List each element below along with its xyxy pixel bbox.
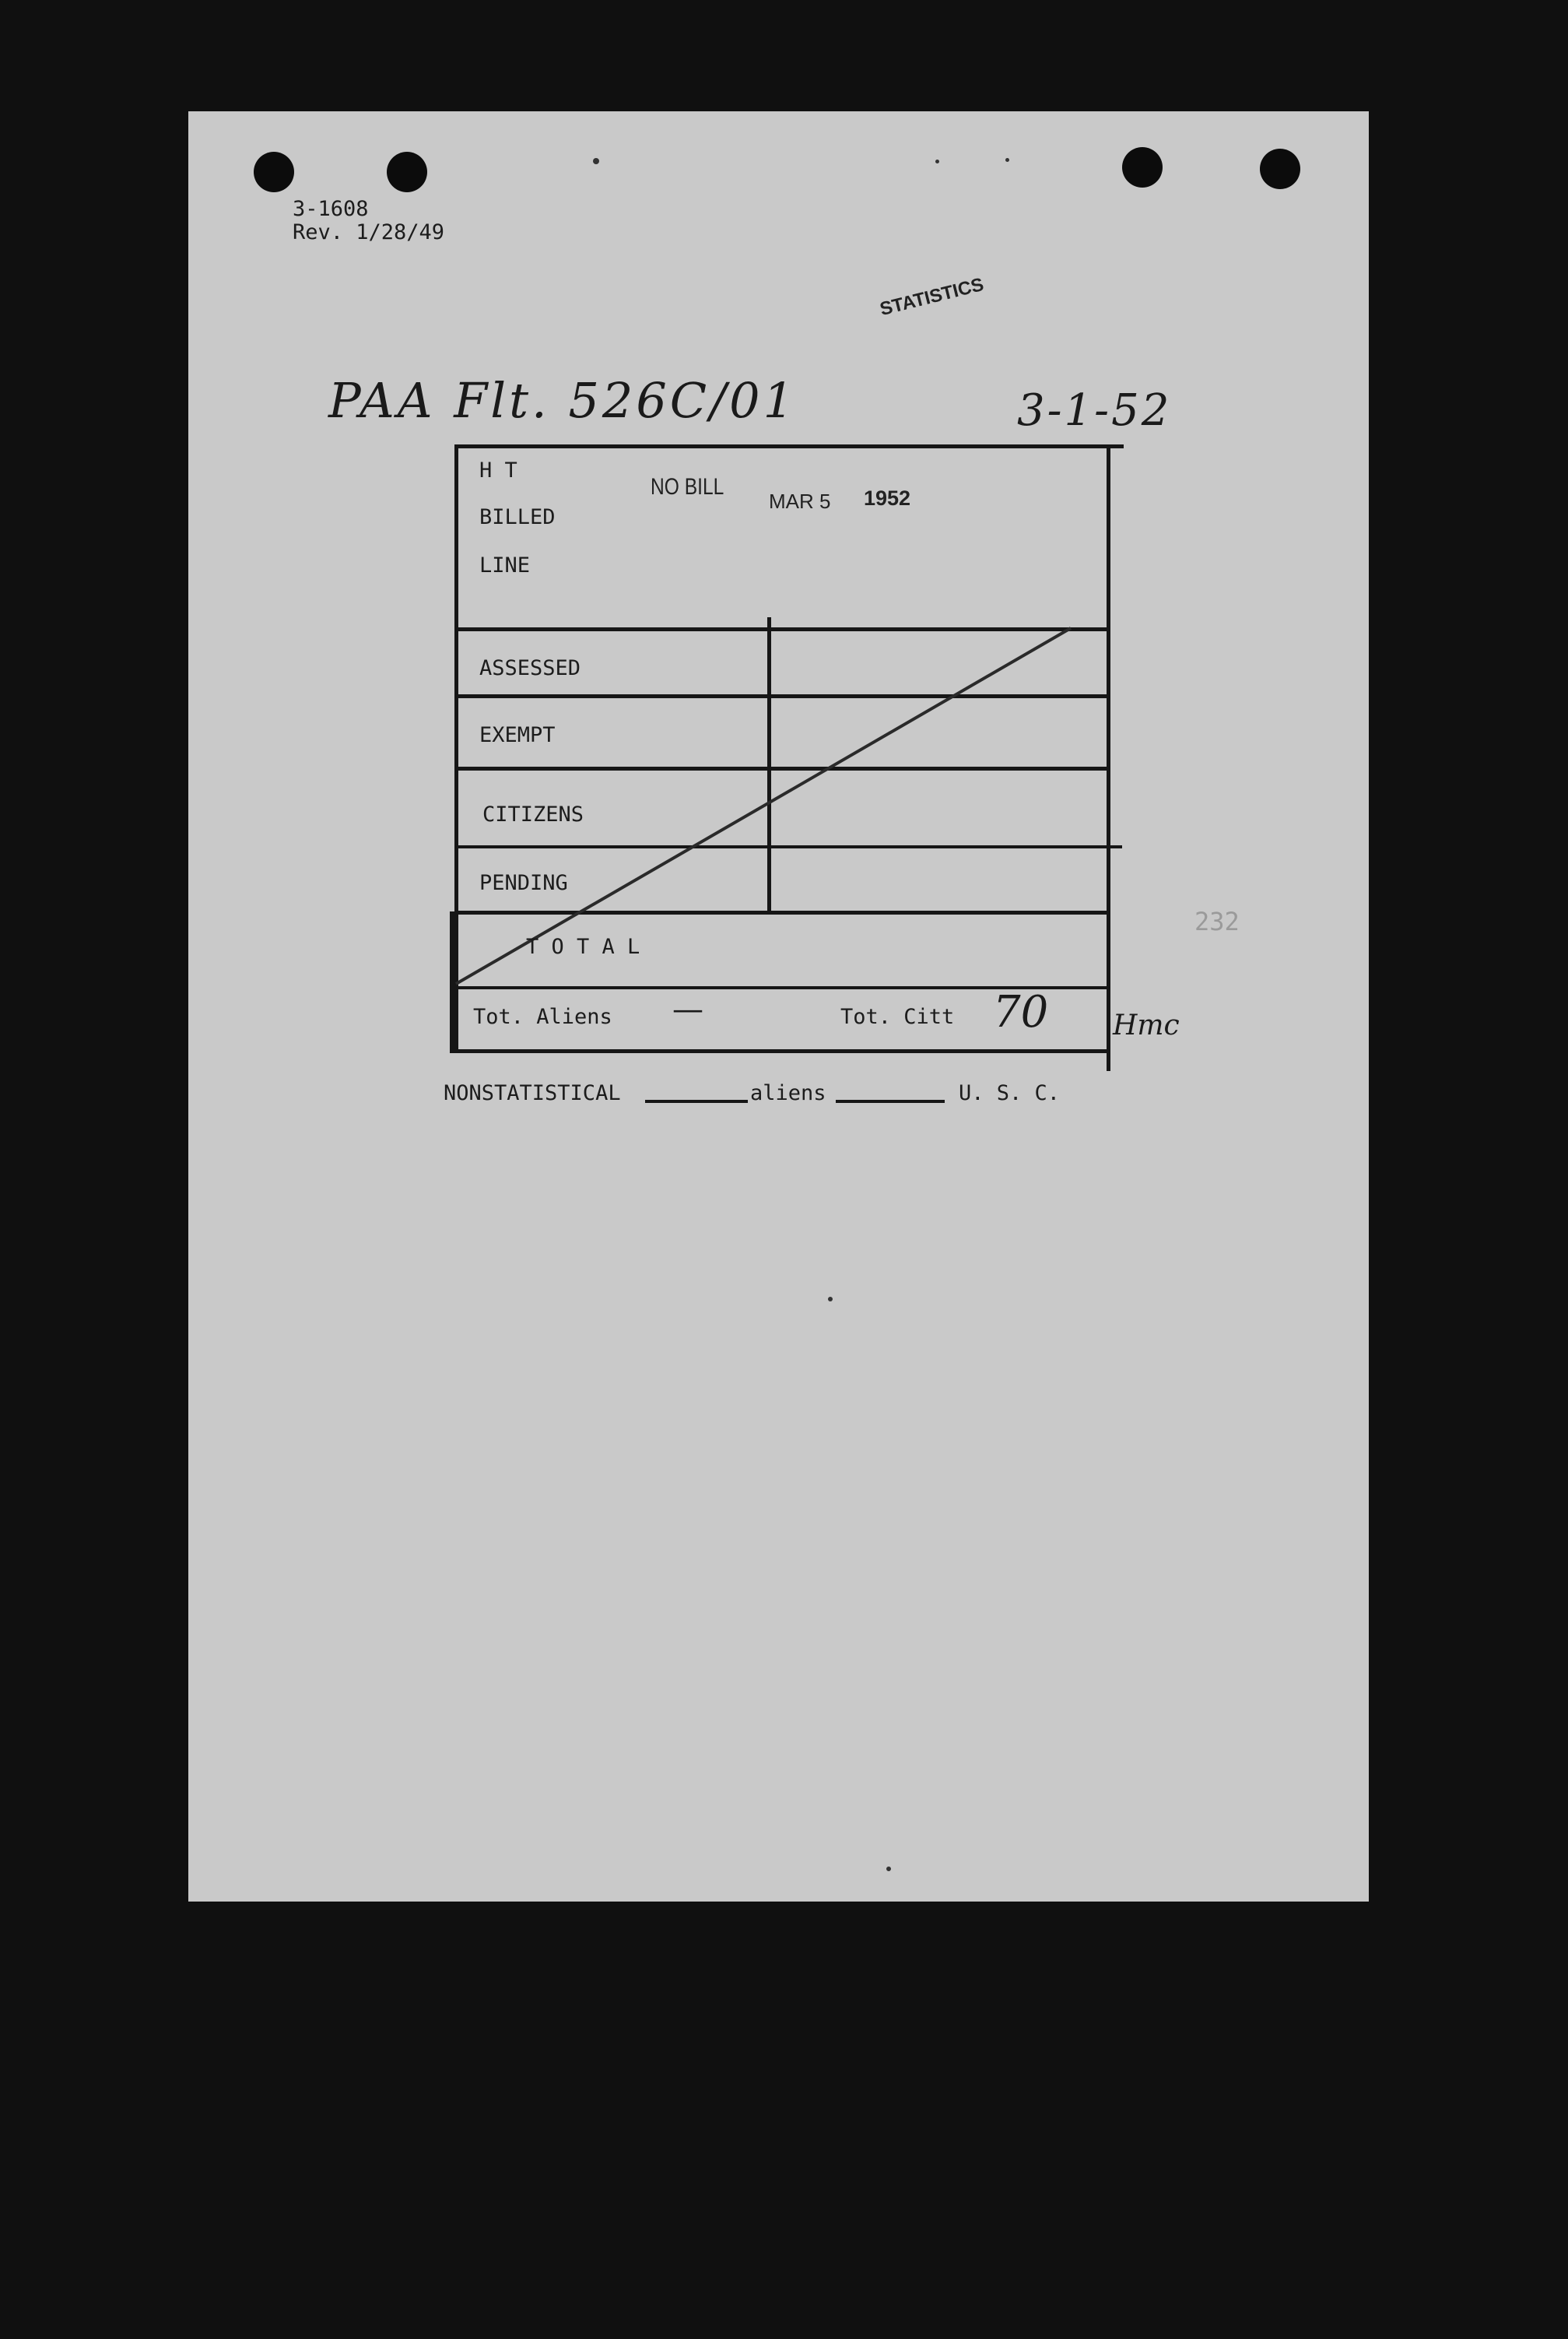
- flight-number: PAA Flt. 526C/01: [328, 372, 798, 429]
- total-citizens-value: 70: [993, 987, 1049, 1038]
- nonstatistical-aliens: aliens: [750, 1081, 826, 1105]
- form-revision: Rev. 1/28/49: [293, 220, 445, 244]
- row-label-assessed: ASSESSED: [479, 656, 581, 680]
- row-label-exempt: EXEMPT: [479, 723, 556, 747]
- handwritten-date: 3-1-52: [1017, 385, 1172, 436]
- nonstatistical-label: NONSTATISTICAL: [444, 1081, 621, 1105]
- statistics-stamp: STATISTICS: [878, 273, 986, 321]
- stamp-date-year: 1952: [864, 486, 911, 510]
- margin-mark: 232: [1194, 907, 1240, 936]
- stamp-date-month-day: MAR 5: [769, 490, 831, 513]
- punch-hole: [1260, 149, 1300, 189]
- ink-speck: [886, 1867, 891, 1871]
- header-billed: BILLED: [479, 505, 556, 529]
- no-bill-stamp: NO BILL: [651, 474, 724, 500]
- total-aliens-value: —: [672, 992, 703, 1027]
- ink-speck: [593, 158, 599, 164]
- form-sheet: [188, 111, 1369, 1902]
- statistics-table: [450, 444, 1180, 1055]
- punch-hole: [1122, 147, 1163, 188]
- total-aliens-label: Tot. Aliens: [473, 1005, 612, 1029]
- total-citizens-label: Tot. Citt: [840, 1005, 955, 1029]
- ink-speck: [1005, 158, 1009, 162]
- row-label-citizens: CITIZENS: [482, 802, 584, 827]
- ink-speck: [935, 160, 939, 163]
- ink-speck: [828, 1297, 833, 1301]
- header-line: LINE: [479, 553, 531, 578]
- form-number: 3-1608: [293, 197, 369, 221]
- total-label: T O T A L: [526, 935, 640, 959]
- punch-hole: [387, 152, 427, 192]
- header-ht: H T: [479, 458, 517, 483]
- row-label-pending: PENDING: [479, 871, 568, 895]
- nonstatistical-blank: [645, 1100, 748, 1103]
- nonstatistical-usc: U. S. C.: [959, 1081, 1061, 1105]
- diagonal-strike-line: [450, 444, 1109, 1055]
- punch-hole: [254, 152, 294, 192]
- nonstatistical-blank: [836, 1100, 945, 1103]
- initials: Hmc: [1113, 1010, 1180, 1041]
